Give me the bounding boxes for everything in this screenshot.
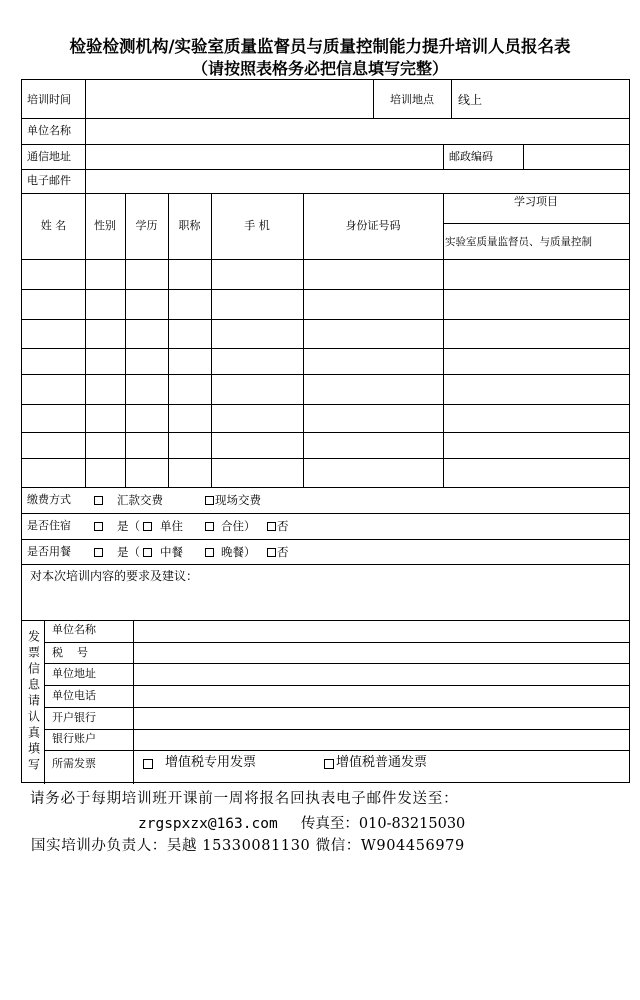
meals-no-label: 否 (277, 545, 289, 559)
registration-form-table (21, 79, 630, 783)
participant-name-cell[interactable] (24, 406, 83, 430)
footer-responsible-person: 国实培训办负责人：吴越 15330081130 微信：W904456979 (31, 838, 465, 854)
meals-label: 是否用餐 (27, 545, 71, 558)
invoice-unit-phone-label: 单位电话 (52, 689, 96, 702)
email-label: 电子邮件 (27, 174, 71, 187)
lodging-shared-checkbox[interactable] (205, 522, 214, 531)
footer-contact-line (138, 812, 465, 833)
lodging-single-label: 单住 (160, 519, 183, 533)
lodging-yes-label: 是（ (117, 519, 140, 533)
participant-phone-cell[interactable] (213, 376, 301, 402)
participant-id-number-cell[interactable] (305, 321, 441, 346)
invoice-unit-name-label: 单位名称 (52, 623, 96, 636)
lodging-shared-label: 合住） (221, 519, 256, 533)
invoice-unit-phone-field[interactable] (135, 687, 627, 706)
participant-id-number-cell[interactable] (305, 350, 441, 372)
meals-lunch-label: 中餐 (160, 545, 183, 559)
col-header-phone: 手 机 (244, 219, 270, 232)
meals-yes-checkbox[interactable] (94, 548, 103, 557)
invoice-general-checkbox[interactable] (324, 759, 334, 769)
participant-title-cell[interactable] (170, 460, 209, 485)
participant-phone-cell[interactable] (213, 406, 301, 430)
participant-id-number-cell[interactable] (305, 460, 441, 485)
payment-label: 缴费方式 (27, 493, 71, 506)
email-field[interactable] (87, 171, 627, 191)
participant-id-number-cell[interactable] (305, 406, 441, 430)
participant-name-cell[interactable] (24, 350, 83, 372)
participant-title-cell[interactable] (170, 261, 209, 287)
participant-education-cell[interactable] (127, 460, 166, 485)
participant-phone-cell[interactable] (213, 434, 301, 456)
participant-id-number-cell[interactable] (305, 291, 441, 317)
col-header-title: 职称 (178, 219, 201, 232)
form-subtitle: （请按照表格务必把信息填写完整） (191, 59, 448, 78)
lodging-label: 是否住宿 (27, 519, 71, 532)
participant-name-cell[interactable] (24, 291, 83, 317)
unit-name-field[interactable] (87, 120, 627, 142)
participant-name-cell[interactable] (24, 321, 83, 346)
participant-study-project-cell[interactable] (445, 291, 627, 317)
postal-code-field[interactable] (525, 146, 627, 167)
participant-title-cell[interactable] (170, 434, 209, 456)
participant-title-cell[interactable] (170, 376, 209, 402)
participant-name-cell[interactable] (24, 434, 83, 456)
lodging-yes-checkbox[interactable] (94, 522, 103, 531)
training-time-label: 培训时间 (27, 93, 71, 106)
postal-code-label: 邮政编码 (449, 150, 493, 163)
participant-study-project-cell[interactable] (445, 460, 627, 485)
participant-study-project-cell[interactable] (445, 406, 627, 430)
invoice-special-checkbox[interactable] (143, 759, 153, 769)
lodging-no-label: 否 (277, 519, 289, 533)
participant-education-cell[interactable] (127, 261, 166, 287)
footer-fax: 传真至：010-83215030 (300, 816, 466, 832)
participant-education-cell[interactable] (127, 434, 166, 456)
participant-phone-cell[interactable] (213, 261, 301, 287)
col-header-id-number: 身份证号码 (345, 219, 401, 232)
participant-education-cell[interactable] (127, 350, 166, 372)
invoice-bank-field[interactable] (135, 709, 627, 728)
address-label: 通信地址 (27, 150, 71, 163)
participant-title-cell[interactable] (170, 406, 209, 430)
footer-instruction: 请务必于每期培训班开课前一周将报名回执表电子邮件发送至： (30, 791, 459, 807)
invoice-account-label: 银行账户 (52, 732, 96, 745)
payment-onsite-label: 现场交费 (215, 493, 261, 507)
invoice-account-field[interactable] (135, 731, 627, 749)
participant-title-cell[interactable] (170, 350, 209, 372)
lodging-no-checkbox[interactable] (267, 522, 276, 531)
meals-dinner-checkbox[interactable] (205, 548, 214, 557)
participant-id-number-cell[interactable] (305, 376, 441, 402)
meals-yes-label: 是（ (117, 545, 140, 559)
participant-gender-cell[interactable] (87, 460, 123, 485)
participant-study-project-cell[interactable] (445, 350, 627, 372)
participant-name-cell[interactable] (24, 376, 83, 402)
participant-id-number-cell[interactable] (305, 261, 441, 287)
training-time-field[interactable] (87, 82, 371, 116)
participant-gender-cell[interactable] (87, 406, 123, 430)
participant-name-cell[interactable] (24, 460, 83, 485)
unit-name-label: 单位名称 (27, 124, 71, 137)
col-header-education: 学历 (135, 219, 158, 232)
participant-id-number-cell[interactable] (305, 434, 441, 456)
invoice-tax-number-field[interactable] (135, 644, 627, 662)
participant-study-project-cell[interactable] (445, 261, 627, 287)
invoice-special-label: 增值税专用发票 (165, 755, 257, 770)
col-header-gender: 性别 (94, 219, 116, 232)
participant-study-project-cell[interactable] (445, 321, 627, 346)
participant-education-cell[interactable] (127, 376, 166, 402)
address-field[interactable] (87, 146, 441, 167)
payment-transfer-label: 汇款交费 (117, 493, 163, 507)
participant-study-project-cell[interactable] (445, 376, 627, 402)
participant-phone-cell[interactable] (213, 350, 301, 372)
meals-no-checkbox[interactable] (267, 548, 276, 557)
invoice-bank-label: 开户银行 (52, 711, 96, 724)
study-project-value: 实验室质量监督员、与质量控制 (445, 236, 592, 248)
participant-gender-cell[interactable] (87, 291, 123, 317)
participant-phone-cell[interactable] (213, 321, 301, 346)
invoice-tax-number-label: 税 号 (52, 646, 88, 659)
requirements-label: 对本次培训内容的要求及建议： (30, 569, 199, 583)
invoice-unit-address-field[interactable] (135, 665, 627, 684)
participant-gender-cell[interactable] (87, 434, 123, 456)
col-header-study-project: 学习项目 (514, 195, 558, 208)
meals-lunch-checkbox[interactable] (143, 548, 152, 557)
participant-title-cell[interactable] (170, 321, 209, 346)
training-location-label: 培训地点 (390, 93, 434, 106)
participant-title-cell[interactable] (170, 291, 209, 317)
participant-study-project-cell[interactable] (445, 434, 627, 456)
participant-phone-cell[interactable] (213, 460, 301, 485)
meals-dinner-label: 晚餐） (221, 545, 256, 559)
payment-transfer-checkbox[interactable] (94, 496, 103, 505)
invoice-general-label: 增值税普通发票 (336, 755, 428, 770)
invoice-unit-address-label: 单位地址 (52, 667, 96, 680)
participant-gender-cell[interactable] (87, 376, 123, 402)
lodging-single-checkbox[interactable] (143, 522, 152, 531)
requirements-field[interactable] (24, 585, 627, 618)
participant-education-cell[interactable] (127, 291, 166, 317)
participant-education-cell[interactable] (127, 406, 166, 430)
training-location-value: 线上 (458, 93, 483, 107)
invoice-type-label: 所需发票 (52, 757, 96, 770)
invoice-side-label: 发票信息请认真填写 (26, 630, 41, 774)
col-header-name: 姓 名 (40, 219, 67, 232)
participant-gender-cell[interactable] (87, 350, 123, 372)
form-title: 检验检测机构/实验室质量监督员与质量控制能力提升培训人员报名表 (69, 37, 571, 56)
participant-gender-cell[interactable] (87, 321, 123, 346)
footer-email[interactable]: zrgspxzx@163.com (138, 816, 278, 832)
participant-education-cell[interactable] (127, 321, 166, 346)
participant-name-cell[interactable] (24, 261, 83, 287)
invoice-unit-name-field[interactable] (135, 622, 627, 641)
participant-phone-cell[interactable] (213, 291, 301, 317)
participant-gender-cell[interactable] (87, 261, 123, 287)
payment-onsite-checkbox[interactable] (205, 496, 214, 505)
